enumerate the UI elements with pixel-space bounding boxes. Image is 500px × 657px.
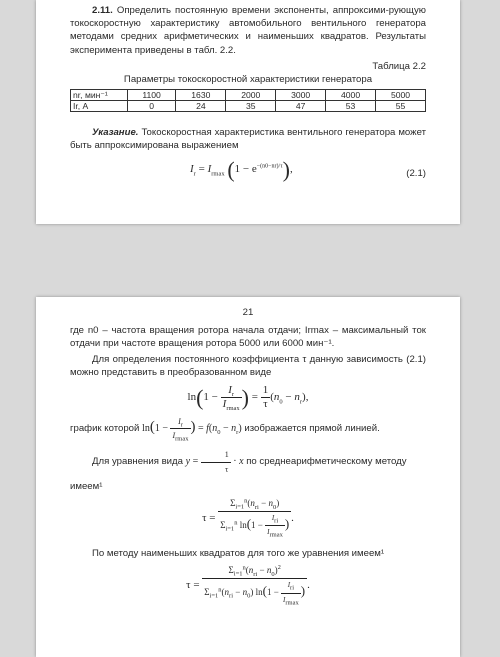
table-cell: 47 <box>276 101 326 112</box>
paragraph-we-have: имеем¹ <box>70 480 103 492</box>
document-page-2 <box>36 297 460 657</box>
table-cell: 0 <box>127 101 176 112</box>
formula-2-1: $I_r = I_{rmax}$ $(1 - e^{-(n0-nr)/\tau})$, (2.1) <box>190 156 426 182</box>
task-paragraph <box>70 4 426 57</box>
hint-text: Токоскоростная характеристика вентильного генератора может быть аппроксимирована выражением <box>70 127 426 152</box>
table-cell: 4000 <box>326 90 376 101</box>
table-cell: Ir, А <box>71 101 128 112</box>
table-cell: 2000 <box>226 90 276 101</box>
page-2-body <box>70 306 426 612</box>
formula-least-squares: τ = $\Sigma_{i=1}^n(n_{ri} - n_0)^2$ $\Sigma_{i=1}^n(n_{ri} - n_0) \ln(1$ − $\frac{I_{ri}}{I_{rmax}}$ ) . <box>186 564 310 607</box>
page-number: 21 <box>242 307 254 318</box>
table-cell: 53 <box>326 101 376 112</box>
table-cell: 55 <box>376 101 426 112</box>
linear-form-prefix: Для уравнения вида <box>92 456 183 468</box>
task-number: 2.11. <box>92 5 113 16</box>
table-cell: 35 <box>226 101 276 112</box>
graph-text-prefix: график которой <box>70 423 140 435</box>
table-cell: 1100 <box>127 90 176 101</box>
table-row <box>71 90 426 101</box>
document-page-1 <box>36 0 460 224</box>
paragraph-linear-form: Для уравнения вида y = $\frac{1}{\tau}$ · x по среднеарифметическому методу <box>92 450 407 474</box>
graph-text-suffix: изображается прямой линией. <box>244 423 380 435</box>
paragraph-graph: график которой ln(1 − $\frac{I_r}{I_{rmax}}$ ) = $f(n_0 - n_r)$ изображается прямой линией. <box>70 417 380 443</box>
paragraph-definitions: где n0 – частота вращения ротора начала отдачи; Irmax – максимальный ток отдачи при частоте вращения ротора 5000 или 6000 мин⁻¹. <box>70 325 426 350</box>
hint-label: Указание. <box>92 127 139 139</box>
table-cell: 24 <box>176 101 226 112</box>
table-title: Параметры токоскоростной характеристики генератора <box>123 74 373 86</box>
table-cell: 1630 <box>176 90 226 101</box>
table-cell: nr, мин⁻¹ <box>71 90 128 101</box>
linear-form-suffix: по среднеарифметическому методу <box>246 456 407 468</box>
data-table <box>70 89 426 112</box>
table-row <box>71 101 426 112</box>
formula-transformed: ln(1 − $\frac{I_r}{I_{rmax}}$ ) = $\frac{1}{\tau}$ $(n_0 - n_r)$, <box>187 384 309 413</box>
paragraph-transform: Для определения постоянного коэффициента τ данную зависимость (2.1) можно представить в преобразованном виде <box>70 353 426 378</box>
hint-paragraph <box>70 126 426 152</box>
table-cell: 3000 <box>276 90 326 101</box>
task-section <box>70 4 426 189</box>
equation-number: (2.1) <box>406 167 426 179</box>
paragraph-least-squares: По методу наименьших квадратов для того же уравнения имеем¹ <box>92 548 385 560</box>
formula-arithmetic-mean: τ = $\Sigma_{i=1}^n(n_{ri} - n_0)$ $\Sigma_{i=1}^n$ ln(1 − $\frac{I_{ri}}{I_{rmax}}$ ) . <box>202 497 294 539</box>
table-label: Таблица 2.2 <box>372 60 426 72</box>
task-text: Определить постоянную времени экспоненты, аппроксими-рующую токоскоростную характеристику автомобильного вентильного генератора методами средних арифметических и наименьших квадратов. Результаты эксперимента приведены в табл. 2.2. <box>70 5 426 56</box>
table-cell: 5000 <box>376 90 426 101</box>
